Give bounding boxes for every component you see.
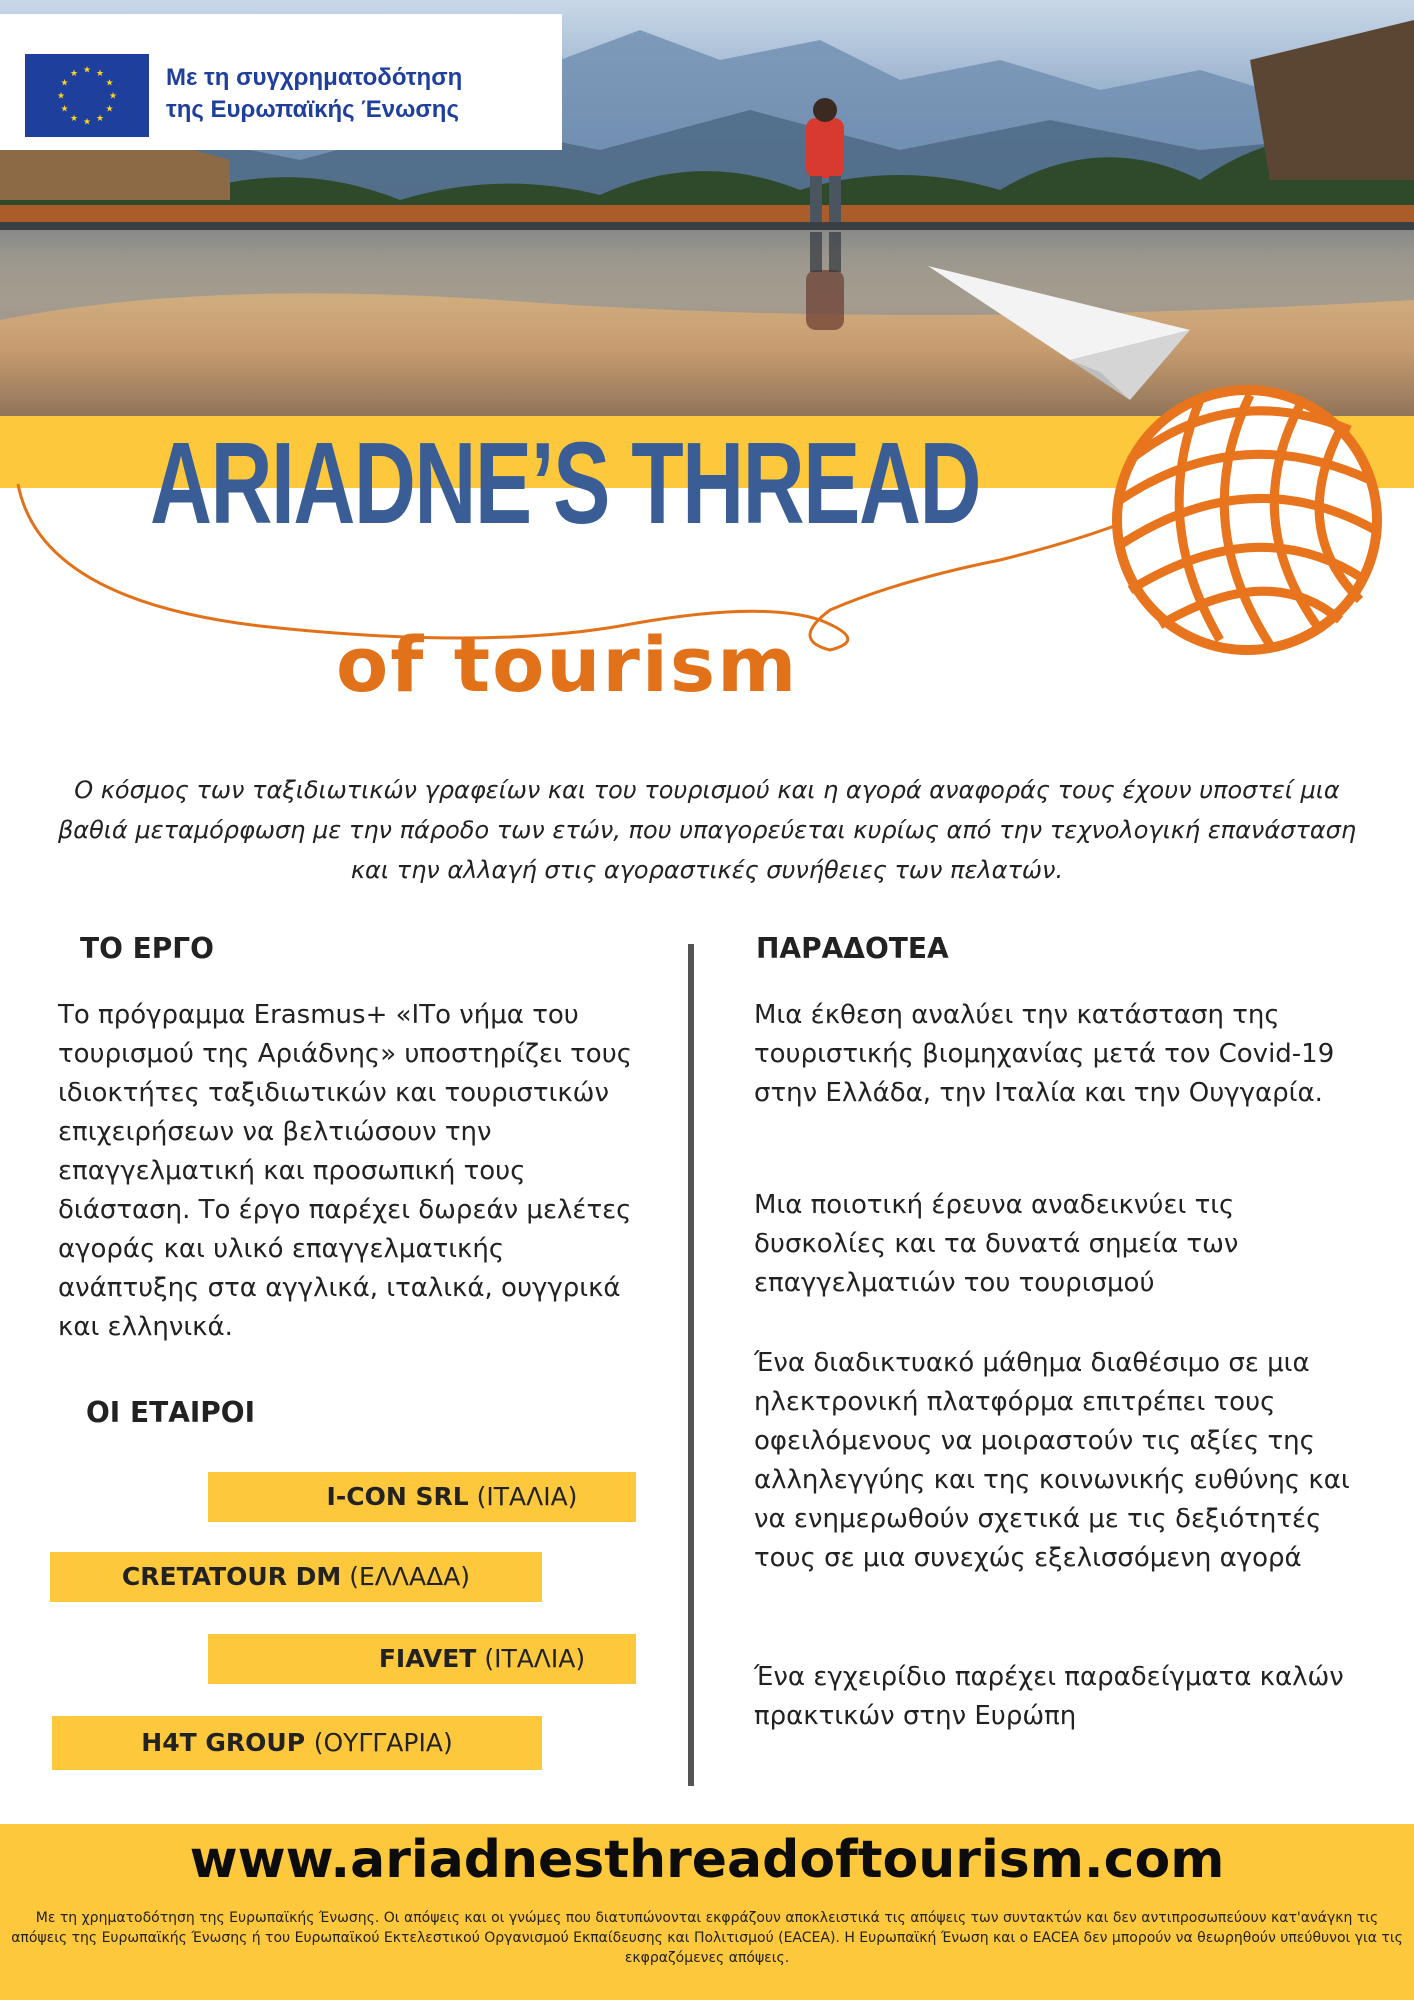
partner-country: (ΙΤΑΛΙΑ) xyxy=(484,1644,586,1673)
disclaimer-text: Με τη χρηματοδότηση της Ευρωπαϊκής Ένωσης. Οι απόψεις και οι γνώμες που διατυπώνονται εκφράζουν αποκλειστικά τις απόψεις των συντακτών και δεν αντιπροσωπεύουν κατ'ανάγκη τις απόψεις της Ευρωπαϊκής Ένωσης ή του Ευρωπαϊκού Εκτελεστικού Οργανισμού Εκπαίδευσης και Πολιτισμού (EACEA). Η Ευρωπαϊκή Ένωση και ο EACEA δεν μπορούν να θεωρηθούν υπεύθυνοι για τις εκφραζόμενες απόψεις. xyxy=(11,1910,1403,1966)
project-text: Το πρόγραμμα Erasmus+ «ΙΤο νήμα του τουρισμού της Αριάδνης» υποστηρίζει τους ιδιοκτήτες ταξιδιωτικών και τουριστικών επιχειρήσεων να βελτιώσουν την επαγγελματική και προσωπική τους διάσταση. Το έργο παρέχει δωρεάν μελέτες αγοράς και υλικό επαγγελματικής ανάπτυξης στα αγγλικά, ιταλικά, ουγγρικά και ελληνικά. xyxy=(58,1000,633,1342)
yarn-ball-icon xyxy=(1113,386,1381,654)
eu-star-icon: ★ xyxy=(60,104,69,115)
column-divider xyxy=(688,944,694,1786)
eu-star-icon: ★ xyxy=(56,91,66,102)
eu-funding-line1: Με τη συγχρηματοδότηση xyxy=(166,64,463,91)
partners-heading: ΟΙ ΕΤΑΙΡΟΙ xyxy=(86,1396,256,1429)
eu-star-icon: ★ xyxy=(60,78,69,89)
partner-item xyxy=(208,1634,636,1684)
deliverable-item: Μια έκθεση αναλύει την κατάσταση της τουριστικής βιομηχανίας μετά τον Covid-19 στην Ελλάδα, την Ιταλία και την Ουγγαρία. xyxy=(754,1000,1335,1108)
partner-name: H4T GROUP xyxy=(141,1728,314,1757)
partner-item xyxy=(50,1552,542,1602)
page-subtitle: of tourism xyxy=(336,620,799,709)
partner-item xyxy=(52,1716,542,1770)
eu-star-icon: ★ xyxy=(95,68,105,79)
eu-star-icon: ★ xyxy=(69,68,79,79)
partner-name: I-CON SRL xyxy=(326,1482,469,1511)
intro-text: Ο κόσμος των ταξιδιωτικών γραφείων και του τουρισμού και η αγορά αναφοράς τους έχουν υποστεί μια βαθιά μεταμόρφωση με την πάροδο των ετών, που υπαγορεύεται κυρίως από την τεχνολογική επανάσταση και την αλλαγή στις αγοραστικές συνήθειες των πελατών. xyxy=(57,776,1357,884)
deliverable-item: Μια ποιοτική έρευνα αναδεικνύει τις δυσκολίες και τα δυνατά σημεία των επαγγελματιών του τουρισμού xyxy=(754,1190,1239,1298)
eu-star-icon: ★ xyxy=(82,65,92,76)
eu-star-icon: ★ xyxy=(82,117,92,128)
eu-star-icon: ★ xyxy=(69,114,79,125)
page-title: ARIADNE’S THREAD xyxy=(150,418,980,548)
thread-decoration xyxy=(0,0,1414,720)
partner-country: (ΕΛΛΑΔΑ) xyxy=(349,1562,471,1591)
partner-name: FIAVET xyxy=(378,1644,477,1673)
eu-star-icon: ★ xyxy=(108,91,118,102)
eu-star-icon: ★ xyxy=(95,114,105,125)
website-link[interactable]: www.ariadnesthreadoftourism.com xyxy=(189,1830,1225,1890)
eu-star-icon: ★ xyxy=(105,104,114,115)
partner-item xyxy=(208,1472,636,1522)
project-heading: ΤΟ ΕΡΓΟ xyxy=(80,932,214,965)
partner-country: (ΙΤΑΛΙΑ) xyxy=(476,1482,578,1511)
deliverable-item: Ένα διαδικτυακό μάθημα διαθέσιμο σε μια ηλεκτρονική πλατφόρμα επιτρέπει τους οφειλόμενους να μοιραστούν τις αξίες της αλληλεγγύης και της κοινωνικής ευθύνης και να ενημερωθούν σχετικά με τις δεξιότητές τους σε μια συνεχώς εξελισσόμενη αγορά xyxy=(754,1348,1350,1573)
deliverable-item: Ένα εγχειρίδιο παρέχει παραδείγματα καλών πρακτικών στην Ευρώπη xyxy=(754,1662,1344,1731)
partner-country: (ΟΥΓΓΑΡΙΑ) xyxy=(313,1728,453,1757)
eu-star-icon: ★ xyxy=(105,78,114,89)
eu-funding-line2: της Ευρωπαϊκής Ένωσης xyxy=(166,96,459,123)
partner-name: CRETATOUR DM xyxy=(121,1562,342,1591)
deliverables-heading: ΠΑΡΑΔΟΤΕΑ xyxy=(756,932,949,965)
